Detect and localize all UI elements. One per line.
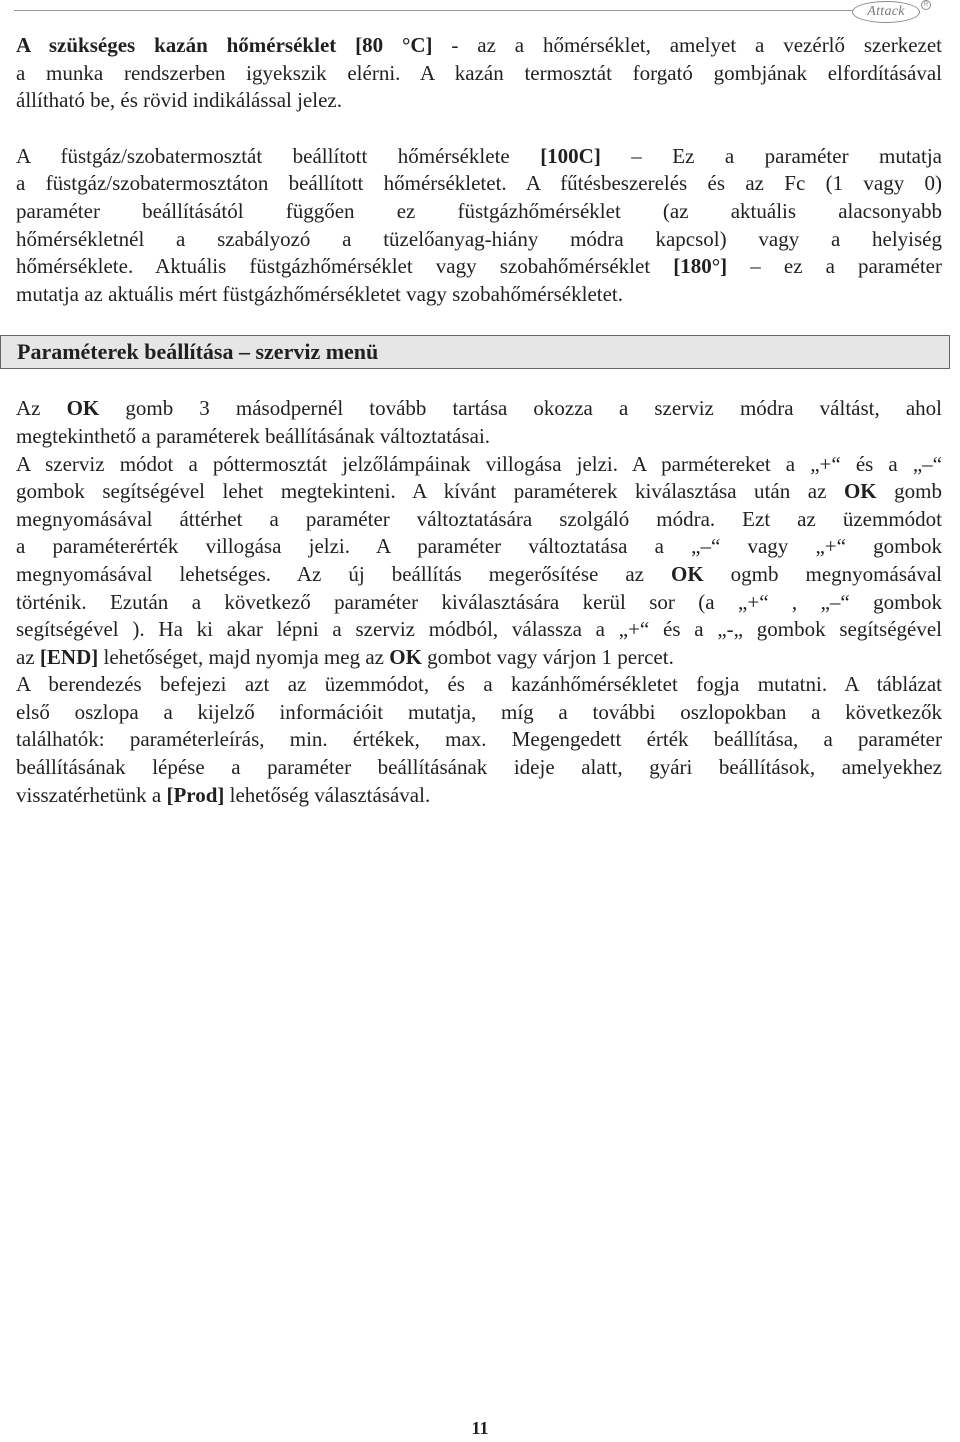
text-run: Az <box>16 396 67 421</box>
text-run: gombok segítségével lehet megtekinteni. A kívánt paraméterek kiválasztása után az <box>16 479 844 504</box>
text-line: beállításának lépése a paraméter beállításának ideje alatt, gyári beállítások, amelyekhez <box>16 755 942 780</box>
text-line: a munka rendszerben igyekszik elérni. A kazán termosztát forgató gombjának elfordításával <box>16 60 942 85</box>
end-term: [END] <box>39 644 99 669</box>
section-header <box>0 335 950 369</box>
text-line: hőmérsékletnél a szabályozó a tüzelőanyag-hiány módra kapcsol) vagy a helyiség <box>16 226 942 251</box>
page-body <box>16 32 942 809</box>
text-line: megtekinthető a paraméterek beállításának változtatásai. <box>16 423 491 448</box>
paragraph-boiler-temperature <box>16 32 942 115</box>
text-line: paraméter beállításától függően ez füstgázhőmérséklet (az aktuális alacsonyabb <box>16 198 942 223</box>
ok-term: OK <box>671 561 704 586</box>
ok-term: OK <box>66 396 100 421</box>
param-180: [180°] <box>673 254 728 279</box>
text-line: mutatja az aktuális mért füstgázhőmérsékletet vagy szobahőmérsékletet. <box>16 281 624 306</box>
text-line: segítségével ). Ha ki akar lépni a szerviz módból, válassza a „+“ és a „-„ gombok segítségével <box>16 617 942 642</box>
text-run: az <box>16 644 40 669</box>
attack-logo: Attack <box>852 1 920 23</box>
text-run: megnyomásával lehetséges. Az új beállítás megerősítése az <box>16 561 671 586</box>
text-run: gomb <box>876 479 942 504</box>
page-number: 11 <box>471 1418 489 1438</box>
text-line: a füstgáz/szobatermosztáton beállított hőmérsékletet. A fűtésbeszerelés és az Fc (1 vagy 0) <box>16 171 942 196</box>
text-line: A berendezés befejezi azt az üzemmódot, és a kazánhőmérsékletet fogja mutatni. A táblázat <box>16 672 942 697</box>
paragraph-flue-gas <box>16 143 942 309</box>
prod-term: [Prod] <box>166 782 225 807</box>
section-title: Paraméterek beállítása – szerviz menü <box>17 339 379 365</box>
text-run: – Ez a paraméter mutatja <box>600 143 942 168</box>
text-run: - az a hőmérséklet, amelyet a vezérlő szerkezet <box>432 33 942 57</box>
paragraph-table-description <box>16 671 942 809</box>
text-line: a paraméterérték villogása jelzi. A paraméter változtatása a „–“ vagy „+“ gombok <box>16 534 942 559</box>
text-line: első oszlopa a kijelző információit mutatja, míg a további oszlopokban a következők <box>16 699 942 724</box>
text-run: lehetőség választásával. <box>224 782 431 807</box>
header-rule <box>14 10 896 11</box>
ok-term: OK <box>843 479 877 504</box>
param-100c: [100C] <box>540 143 601 168</box>
text-line: történik. Ezután a következő paraméter kiválasztására kerül sor (a „+“ , „–“ gombok <box>16 589 942 614</box>
boiler-temp-term: A szükséges kazán hőmérséklet [80 °C] <box>16 33 433 57</box>
paragraph-service-mode-usage <box>16 451 942 672</box>
text-line: megnyomásával áttérhet a paraméter változtatására szolgáló módra. Ezt az üzemmódot <box>16 506 942 531</box>
text-run: ogmb megnyomásával <box>703 561 942 586</box>
text-run: lehetőséget, majd nyomja meg az <box>98 644 390 669</box>
text-line: találhatók: paraméterleírás, min. értékek, max. Megengedett érték beállítása, a paraméter <box>16 727 942 752</box>
text-run: hőmérséklete. Aktuális füstgázhőmérséklet vagy szobahőmérséklet <box>16 254 674 279</box>
text-run: – ez a paraméter <box>727 254 942 279</box>
paragraph-service-mode-entry <box>16 395 942 450</box>
text-line: állítható be, és rövid indikálással jelez. <box>16 88 342 113</box>
text-run: gomb 3 másodpernél tovább tartása okozza a szerviz módra váltást, ahol <box>99 396 942 421</box>
text-run: gombot vagy várjon 1 percet. <box>421 644 674 669</box>
text-run: A füstgáz/szobatermosztát beállított hőmérséklete <box>16 143 541 168</box>
text-run: visszatérhetünk a <box>16 782 167 807</box>
text-line: A szerviz módot a póttermosztát jelzőlámpáinak villogása jelzi. A parmétereket a „+“ és a „–“ <box>16 451 942 476</box>
registered-mark-icon: R <box>921 0 931 10</box>
ok-term: OK <box>389 644 422 669</box>
